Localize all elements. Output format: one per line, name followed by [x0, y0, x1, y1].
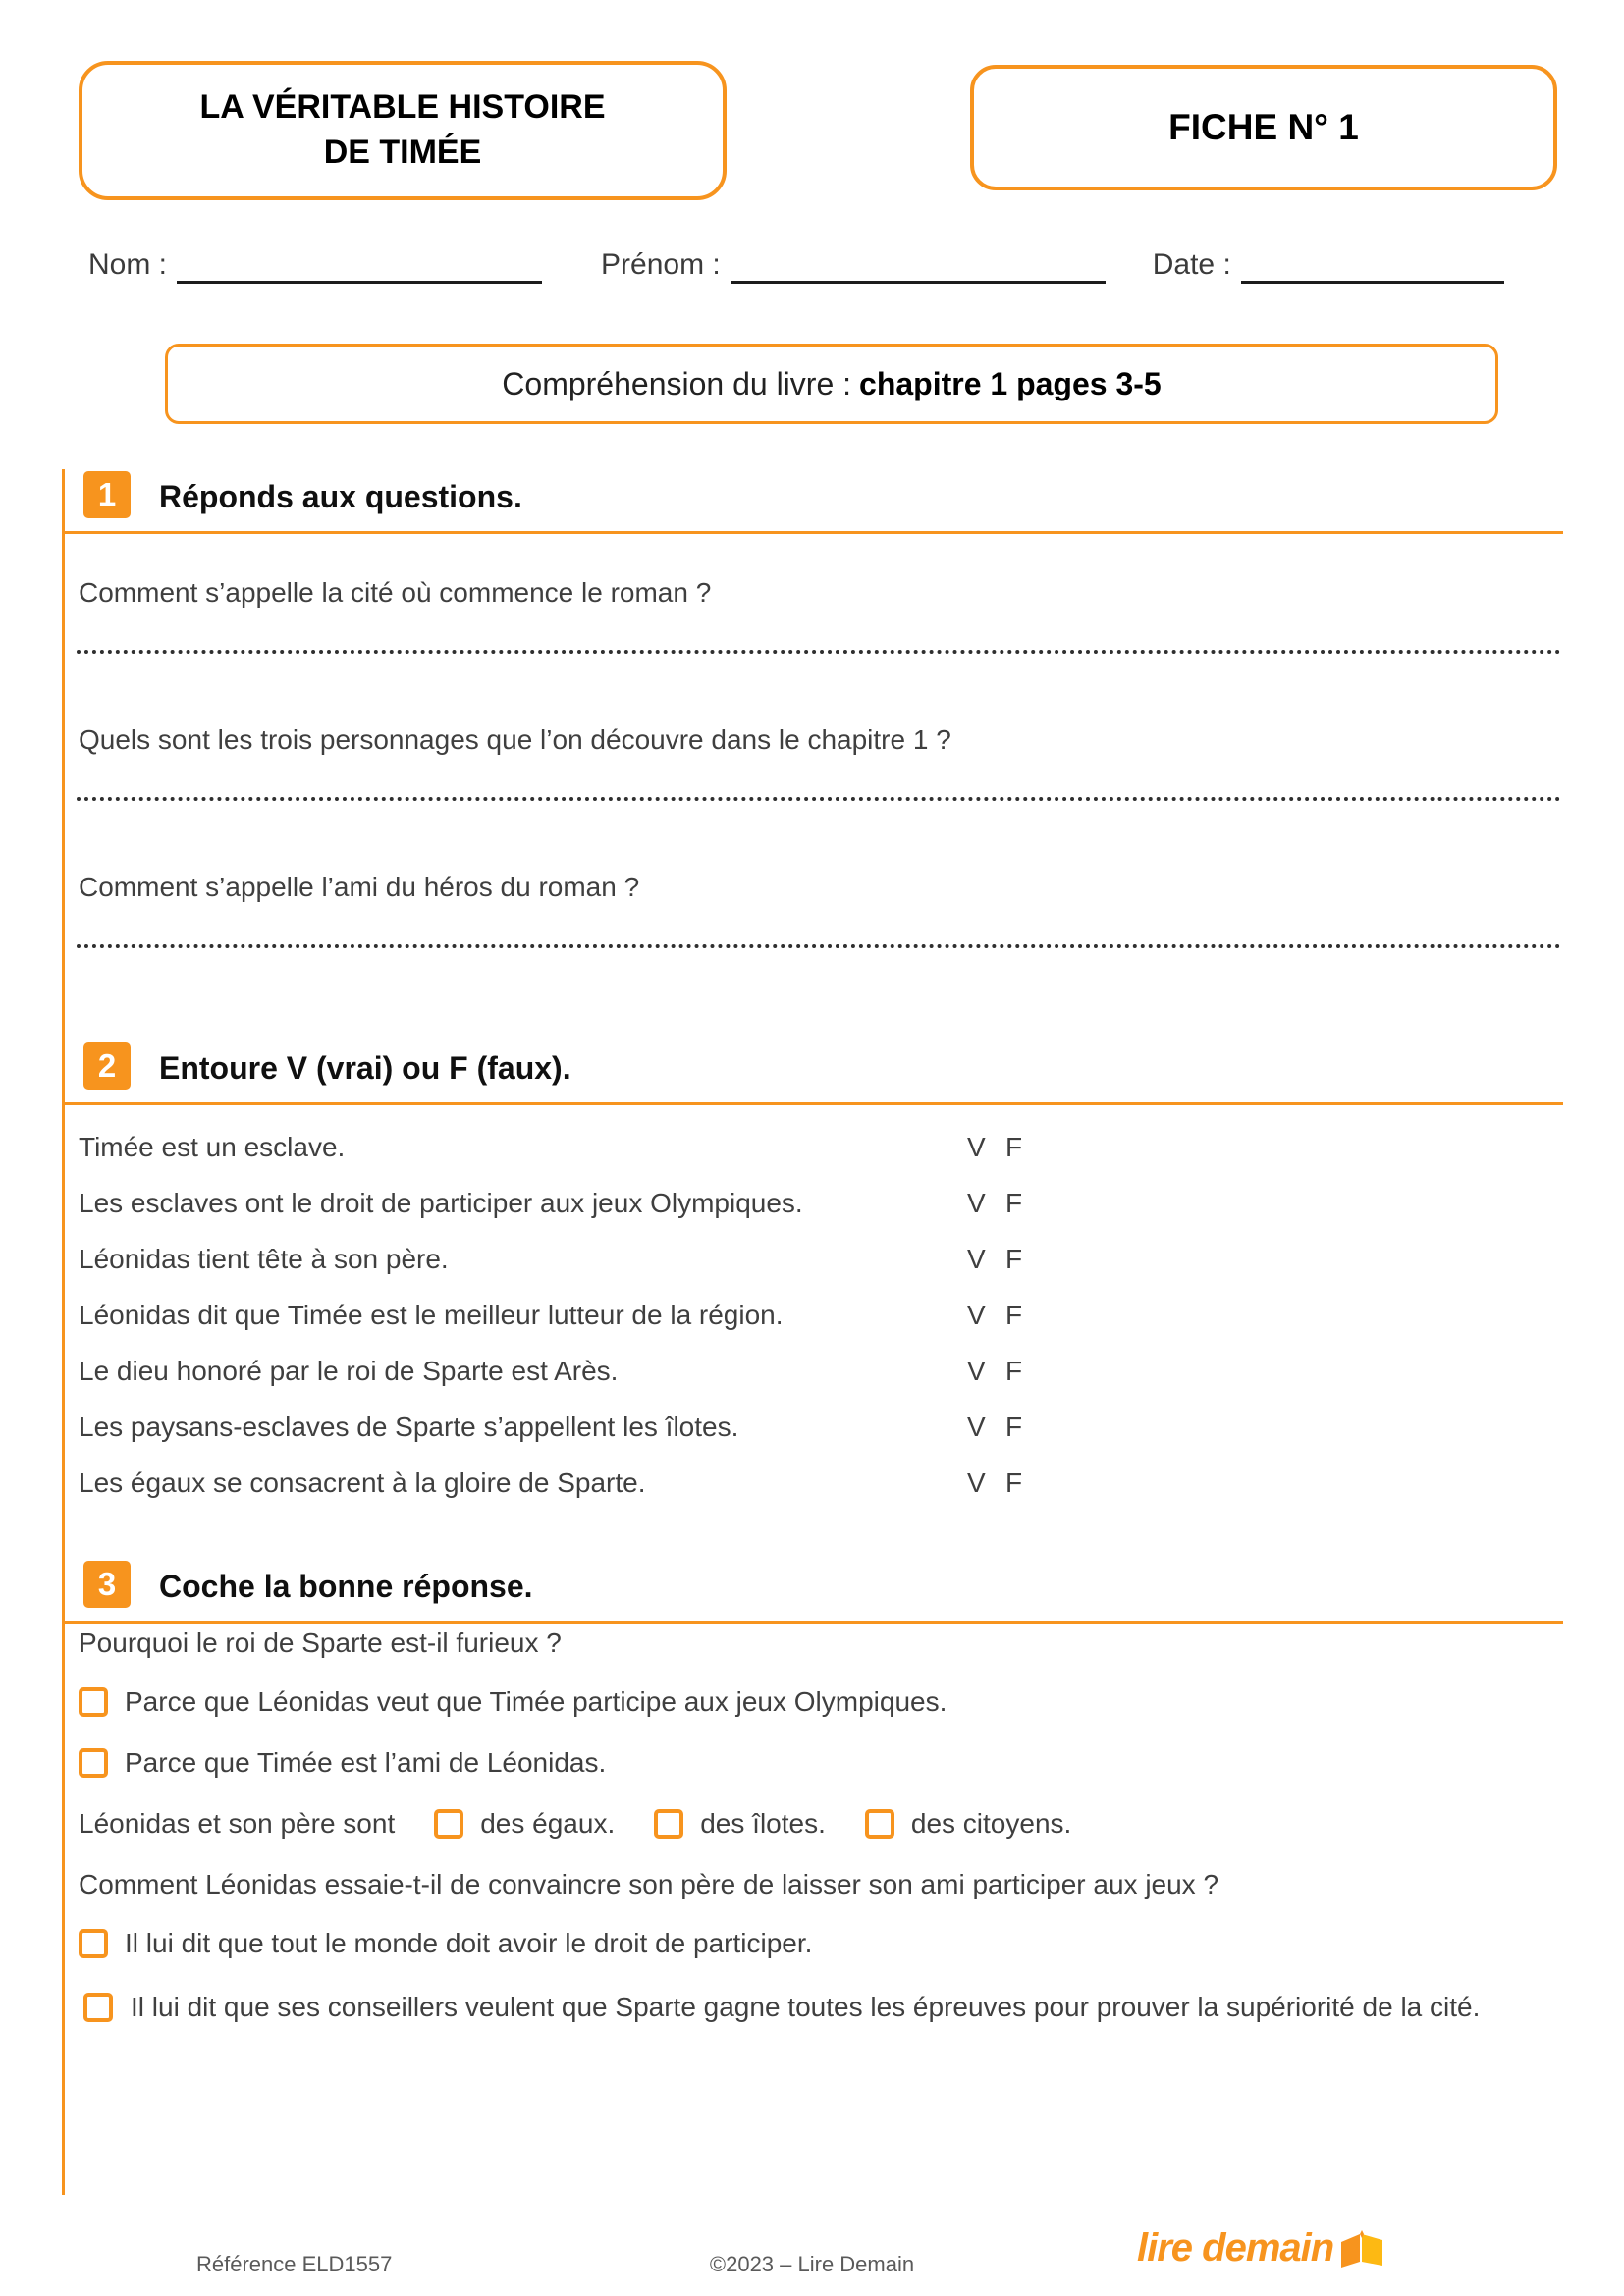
vrai-option[interactable]: V: [967, 1356, 986, 1386]
faux-option[interactable]: F: [1005, 1468, 1023, 1498]
answer-line-3[interactable]: [77, 944, 1561, 948]
mcq-option-label: Il lui dit que tout le monde doit avoir le droit de participer.: [125, 1928, 813, 1958]
question-2: Quels sont les trois personnages que l’on découvre dans le chapitre 1 ?: [79, 724, 951, 755]
mcq-option-label: Il lui dit que ses conseillers veulent que Sparte gagne toutes les épreuves pour prouver la supériorité de la cité.: [131, 1992, 1481, 2022]
vf-row: [79, 1455, 1563, 1511]
statement-text: Le dieu honoré par le roi de Sparte est Arès.: [79, 1356, 619, 1386]
mcq-question-1: Pourquoi le roi de Sparte est-il furieux ?: [79, 1628, 562, 1658]
inline-prefix: Léonidas et son père sont: [79, 1808, 396, 1839]
logo-text: lire demain: [1137, 2226, 1334, 2269]
identity-row: [88, 247, 1561, 284]
statement-text: Les paysans-esclaves de Sparte s’appellent les îlotes.: [79, 1412, 739, 1442]
subtitle-emphasis: chapitre 1 pages 3-5: [859, 365, 1162, 401]
faux-option[interactable]: F: [1005, 1412, 1023, 1442]
section-1-rule: [62, 531, 1563, 534]
lire-demain-logo: [1137, 2226, 1384, 2272]
vrai-option[interactable]: V: [967, 1300, 986, 1330]
vf-row: [79, 1231, 1563, 1287]
faux-option[interactable]: F: [1005, 1356, 1023, 1386]
vrai-option[interactable]: V: [967, 1188, 986, 1218]
checkbox[interactable]: [79, 1687, 108, 1717]
mcq-inline-row: [79, 1808, 1563, 1840]
statement-text: Les égaux se consacrent à la gloire de Sparte.: [79, 1468, 646, 1498]
mcq-option-row: [79, 1686, 1563, 1718]
footer-copyright: ©2023 – Lire Demain: [709, 2252, 915, 2276]
statement-text: Les esclaves ont le droit de participer aux jeux Olympiques.: [79, 1188, 803, 1218]
mcq-option-row: [79, 1747, 1563, 1779]
inline-option-label: des citoyens.: [910, 1808, 1072, 1839]
mcq-question-2: Comment Léonidas essaie-t-il de convaincre son père de laisser son ami participer aux jeux ?: [79, 1869, 1219, 1899]
section-1-title: Réponds aux questions.: [159, 479, 522, 514]
vf-row: [79, 1175, 1563, 1231]
checkbox[interactable]: [654, 1809, 683, 1839]
vf-row: [79, 1287, 1563, 1343]
statement-text: Léonidas dit que Timée est le meilleur lutteur de la région.: [79, 1300, 784, 1330]
nom-label: Nom :: [88, 248, 168, 281]
vrai-option[interactable]: V: [967, 1412, 986, 1442]
question-3: Comment s’appelle l’ami du héros du roman ?: [79, 872, 640, 902]
question-1: Comment s’appelle la cité où commence le roman ?: [79, 577, 712, 608]
mcq-option-label: Parce que Léonidas veut que Timée participe aux jeux Olympiques.: [125, 1686, 947, 1717]
mcq-option-label: Parce que Timée est l’ami de Léonidas.: [125, 1747, 607, 1778]
checkbox[interactable]: [83, 1993, 113, 2022]
worksheet-subtitle-box: [165, 344, 1498, 424]
faux-option[interactable]: F: [1005, 1244, 1023, 1274]
date-label: Date :: [1152, 248, 1231, 281]
book-icon: [1339, 2228, 1384, 2272]
statement-text: Timée est un esclave.: [79, 1132, 346, 1162]
vrai-option[interactable]: V: [967, 1468, 986, 1498]
inline-option-label: des égaux.: [480, 1808, 616, 1839]
answer-line-2[interactable]: [77, 797, 1561, 801]
checkbox[interactable]: [79, 1929, 108, 1958]
checkbox[interactable]: [434, 1809, 463, 1839]
book-title-line1: LA VÉRITABLE HISTOIRE: [199, 88, 606, 127]
section-2-rule: [62, 1102, 1563, 1105]
checkbox[interactable]: [79, 1748, 108, 1778]
faux-option[interactable]: F: [1005, 1300, 1023, 1330]
mcq-option-row: [79, 1928, 1563, 1959]
mcq-option-row: [79, 1985, 1483, 2030]
section-1-number-badge: 1: [83, 471, 131, 518]
nom-write-line[interactable]: [177, 247, 542, 284]
prenom-label: Prénom :: [601, 248, 721, 281]
vrai-option[interactable]: V: [967, 1244, 986, 1274]
vrai-option[interactable]: V: [967, 1132, 986, 1162]
footer-reference: Référence ELD1557: [196, 2252, 393, 2276]
date-write-line[interactable]: [1241, 247, 1504, 284]
inline-option-label: des îlotes.: [700, 1808, 826, 1839]
section-3-number-badge: 3: [83, 1561, 131, 1608]
inline-option: [654, 1808, 826, 1840]
fiche-number-box: [970, 65, 1557, 190]
inline-option: [865, 1808, 1071, 1840]
inline-option: [434, 1808, 615, 1840]
vf-row: [79, 1119, 1563, 1175]
fiche-number-label: FICHE N° 1: [1168, 107, 1359, 147]
section-2-number-badge: 2: [83, 1042, 131, 1090]
faux-option[interactable]: F: [1005, 1132, 1023, 1162]
answer-line-1[interactable]: [77, 650, 1561, 654]
subtitle-prefix: Compréhension du livre :: [502, 365, 852, 401]
statement-text: Léonidas tient tête à son père.: [79, 1244, 449, 1274]
checkbox[interactable]: [865, 1809, 894, 1839]
left-accent-line: [62, 469, 65, 2195]
book-title-line2: DE TIMÉE: [323, 133, 482, 171]
vf-row: [79, 1399, 1563, 1455]
vf-row: [79, 1343, 1563, 1399]
section-3-title: Coche la bonne réponse.: [159, 1569, 533, 1604]
section-2-title: Entoure V (vrai) ou F (faux).: [159, 1050, 571, 1086]
faux-option[interactable]: F: [1005, 1188, 1023, 1218]
prenom-write-line[interactable]: [731, 247, 1106, 284]
section-3-rule: [62, 1621, 1563, 1624]
book-title-box: [79, 61, 727, 200]
